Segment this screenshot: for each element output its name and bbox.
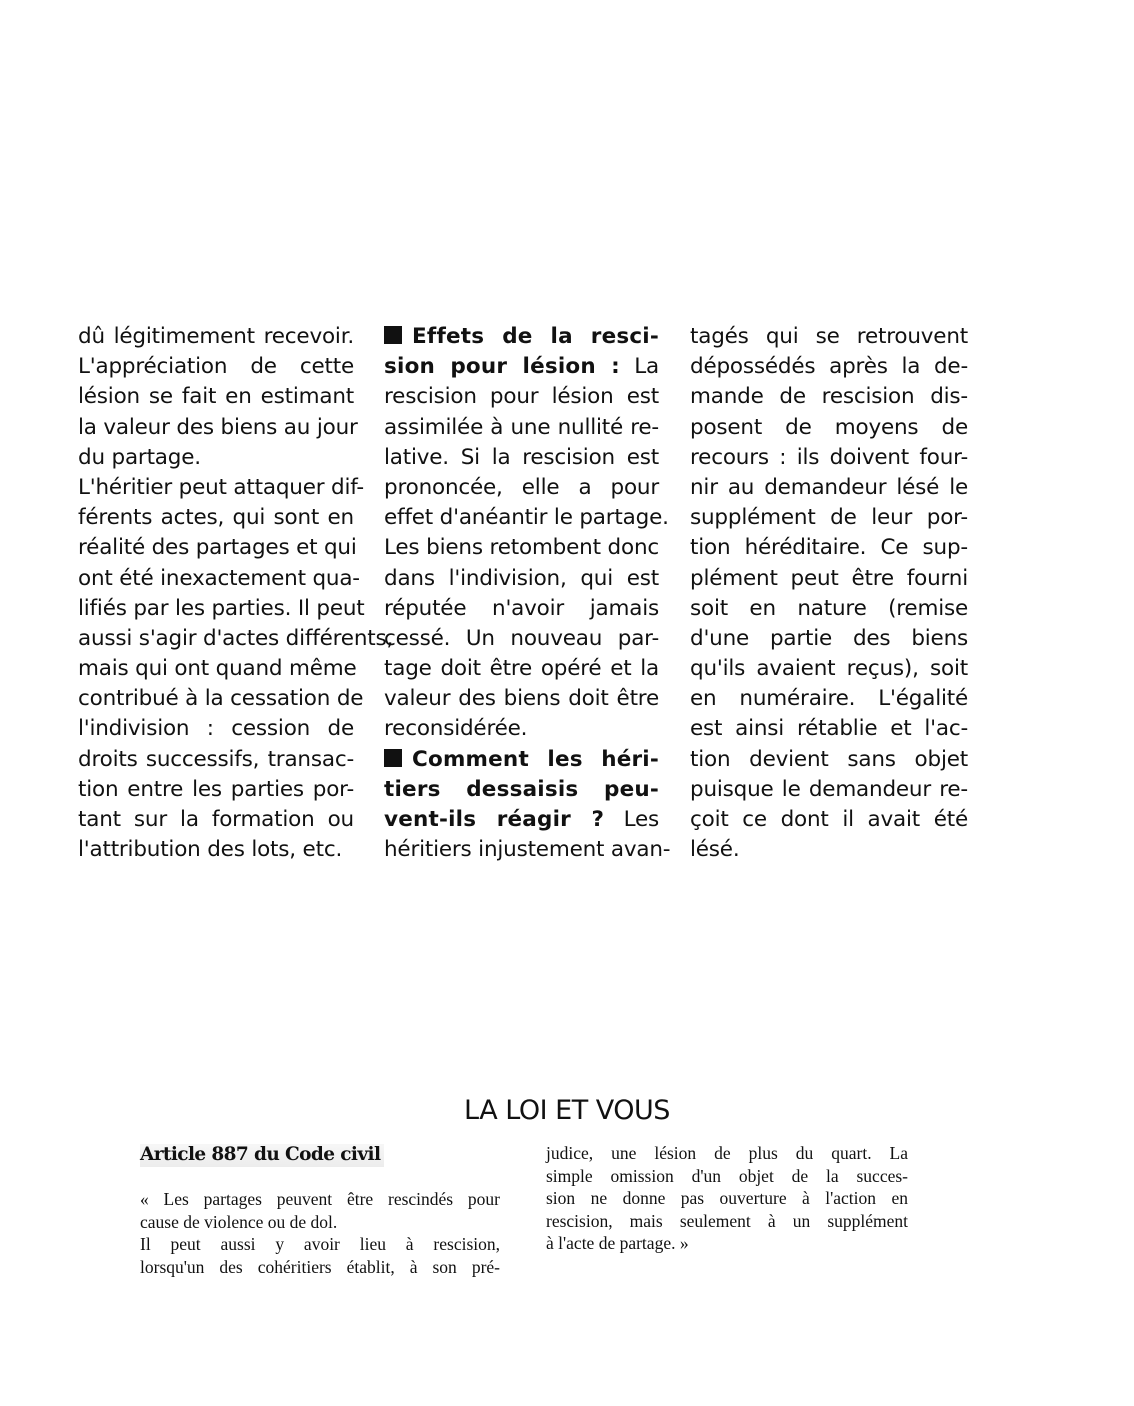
- text-line: qu'ils avaient reçus), soit: [690, 656, 968, 682]
- text-line: dépossédés après la de-: [690, 354, 968, 380]
- text-line: l'indivision : cession de: [78, 716, 354, 742]
- text-line: Les biens retombent donc: [384, 535, 659, 561]
- text-column-3: [690, 322, 968, 865]
- text-line: supplément de leur por-: [690, 505, 968, 531]
- quote-line: sion ne donne pas ouverture à l'action en: [546, 1188, 908, 1208]
- text-line: tion devient sans objet: [690, 746, 968, 772]
- text-line: valeur des biens doit être: [384, 686, 659, 712]
- text-line: lésé.: [690, 837, 740, 863]
- text-line: d'une partie des biens: [690, 625, 968, 651]
- quote-line: Il peut aussi y avoir lieu à rescision,: [140, 1234, 500, 1254]
- text-line: lifiés par les parties. Il peut: [78, 595, 365, 621]
- quote-line: lorsqu'un des cohéritiers établit, à son pré-: [140, 1256, 500, 1277]
- section-heading-continued: tiers dessaisis peu-: [384, 776, 659, 802]
- article-title: Article 887 du Code civil: [140, 1144, 384, 1167]
- section-heading-continued: vent-ils réagir ?: [384, 807, 605, 832]
- text-line: mais qui ont quand même: [78, 656, 357, 682]
- text-line: tage doit être opéré et la: [384, 656, 659, 682]
- text-line: héritiers injustement avan-: [384, 837, 671, 863]
- text-line: vent-ils réagir ? Les: [384, 807, 659, 832]
- text-line: L'appréciation de cette: [78, 354, 354, 380]
- text-line: tion entre les parties por-: [78, 776, 354, 802]
- text-line: posent de moyens de: [690, 414, 968, 440]
- text-line: férents actes, qui sont en: [78, 505, 354, 531]
- text-line: l'attribution des lots, etc.: [78, 837, 343, 863]
- section-heading: Comment les héri-: [384, 745, 659, 775]
- text-line: puisque le demandeur re-: [690, 776, 968, 802]
- quote-line: rescision, mais seulement à un supplément: [546, 1210, 908, 1231]
- text-line: reconsidérée.: [384, 716, 528, 742]
- paragraph: [78, 322, 358, 473]
- paragraph: [78, 473, 394, 865]
- quote-line: « Les partages peuvent être rescindés pour: [140, 1189, 500, 1209]
- text-line: dû légitimement recevoir.: [78, 324, 354, 349]
- quote-line: simple omission d'un objet de la succes-: [546, 1165, 908, 1186]
- text-line: plément peut être fourni: [690, 565, 968, 591]
- text-line: réalité des partages et qui: [78, 535, 357, 561]
- text-line: tagés qui se retrouvent: [690, 324, 968, 349]
- text-line: est ainsi rétablie et l'ac-: [690, 716, 968, 742]
- text-line: du partage.: [78, 444, 201, 470]
- text-line: lative. Si la rescision est: [384, 444, 659, 470]
- box-title: LA LOI ET VOUS: [464, 1095, 670, 1126]
- quote-line: à l'acte de partage. »: [546, 1233, 689, 1253]
- text-line: contribué à la cessation de: [78, 686, 364, 712]
- text-line: assimilée à une nullité re-: [384, 414, 659, 440]
- quote-column-right: [546, 1142, 908, 1255]
- text-line: mande de rescision dis-: [690, 384, 968, 410]
- text-line: réputée n'avoir jamais: [384, 595, 659, 621]
- square-bullet-icon: [384, 326, 402, 344]
- text-line: dans l'indivision, qui est: [384, 565, 659, 591]
- section-heading: Effets de la resci-: [384, 322, 659, 352]
- text-line: çoit ce dont il avait été: [690, 807, 968, 832]
- text-line: nir au demandeur lésé le: [690, 474, 968, 500]
- text-line: soit en nature (remise: [690, 595, 968, 621]
- text-line: effet d'anéantir le partage.: [384, 505, 669, 531]
- text-line: recours : ils doivent four-: [690, 444, 968, 470]
- text-line: rescision pour lésion est: [384, 384, 659, 410]
- quote-line: judice, une lésion de plus du quart. La: [546, 1143, 908, 1163]
- text-line: ont été inexactement qua-: [78, 565, 360, 591]
- section-comment: [384, 745, 671, 866]
- text-line: sion pour lésion : La: [384, 354, 659, 380]
- section-effets: [384, 322, 669, 745]
- paragraph: [690, 322, 968, 865]
- text-line: tant sur la formation ou: [78, 807, 354, 832]
- text-line: L'héritier peut attaquer dif-: [78, 474, 364, 500]
- text-line: la valeur des biens au jour: [78, 414, 358, 440]
- quote-column-left: [140, 1188, 500, 1278]
- text-line: lésion se fait en estimant: [78, 384, 354, 410]
- text-line: tion héréditaire. Ce sup-: [690, 535, 968, 561]
- text-line: droits successifs, transac-: [78, 746, 354, 772]
- text-line: aussi s'agir d'actes différents,: [78, 625, 394, 651]
- text-line: cessé. Un nouveau par-: [384, 625, 659, 651]
- quote-line: cause de violence ou de dol.: [140, 1211, 338, 1232]
- text-column-1: [78, 322, 394, 865]
- section-heading-continued: sion pour lésion :: [384, 354, 620, 380]
- square-bullet-icon: [384, 749, 402, 767]
- text-column-2: [384, 322, 671, 865]
- text-line: en numéraire. L'égalité: [690, 686, 968, 712]
- text-line: prononcée, elle a pour: [384, 474, 659, 500]
